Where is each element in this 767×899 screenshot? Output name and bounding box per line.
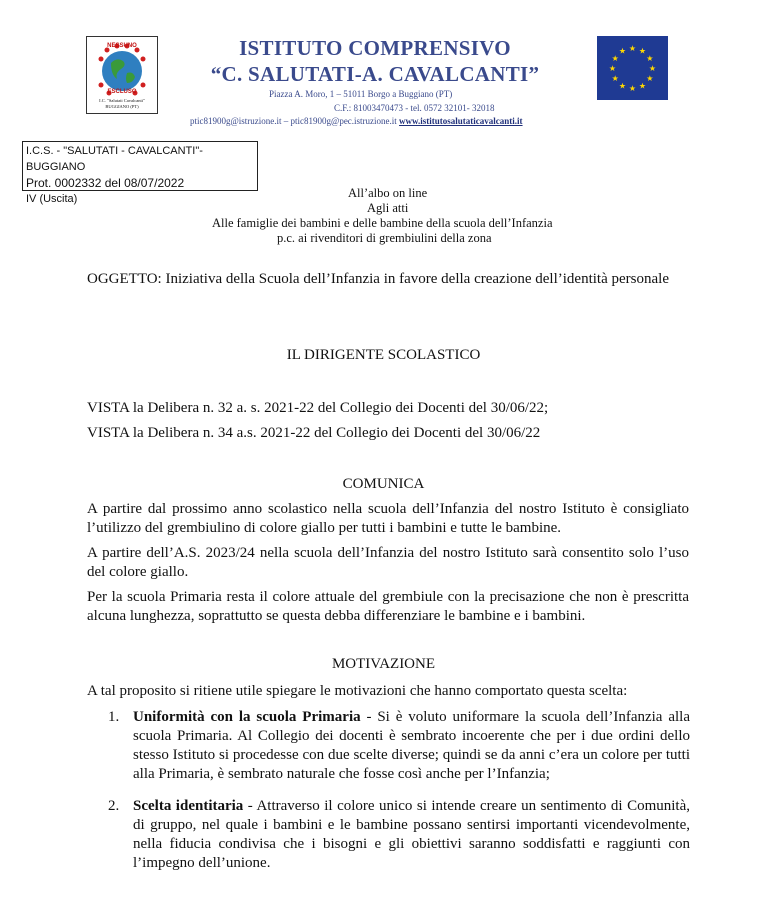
eu-star-icon: ★ [611, 54, 619, 63]
eu-star-icon: ★ [638, 46, 647, 56]
eu-star-icon: ★ [646, 74, 654, 83]
eu-star-icon: ★ [618, 46, 627, 56]
school-fiscal-phone: C.F.: 81003470473 - tel. 0572 32101- 32018 [334, 103, 495, 113]
list-item-number: 2. [108, 798, 120, 814]
eu-star-icon: ★ [648, 64, 657, 73]
recipient-atti: Agli atti [367, 201, 409, 215]
list-item-text: - Attraverso il colore unico si intende creare un sentimento di Comunità, di gruppo, nel quale i bambini e le bambine possano sentirsi importanti vicendevolmente, nella fiducia condivisa che i bisogni e gli obiettivi saranno soddisfatti e raggiunti con l’impegno dell’unione. [133, 798, 690, 871]
dirigente-heading: IL DIRIGENTE SCOLASTICO [286, 347, 481, 363]
separator: – [283, 116, 289, 126]
eu-flag-icon [597, 36, 668, 100]
list-item-text: - Si è voluto uniformare la scuola dell’Infanzia alla scuola Primaria. Al Collegio dei docenti è sembrato incoerente che per i due ordini dello stesso Istituto si procedesse con due scelte diverse; quindi se da anni c’era un colore per tutti alla Primaria, è sembrato naturale che fosse così anche per l’Infanzia; [133, 709, 690, 782]
recipient-famiglie: Alle famiglie dei bambini e delle bambine della scuola dell’Infanzia [212, 216, 553, 230]
motivazione-heading: MOTIVAZIONE [331, 656, 436, 672]
list-item-title: Scelta identitaria [133, 798, 244, 814]
logo-top-text: NESSUNO [107, 43, 137, 49]
logo-bottom-text: ESCLUSO [107, 89, 137, 95]
eu-star-icon: ★ [618, 81, 627, 91]
subject-line [87, 270, 669, 289]
recipient-albo: All’albo on line [348, 186, 428, 200]
list-item-number: 1. [108, 709, 120, 725]
protocol-direction: IV (Uscita) [26, 193, 78, 205]
school-address: Piazza A. Moro, 1 – 51011 Borgo a Buggiano (PT) [269, 89, 453, 99]
comunica-heading: COMUNICA [342, 476, 425, 492]
subject-text: Iniziativa della Scuola dell’Infanzia in favore della creazione dell’identità personale [165, 271, 669, 287]
subject-label: OGGETTO: [87, 271, 162, 287]
eu-star-icon: ★ [628, 44, 637, 53]
eu-star-icon: ★ [628, 84, 637, 93]
vista-item: VISTA la Delibera n. 34 a.s. 2021-22 del Collegio dei Docenti del 30/06/22 [87, 425, 541, 441]
eu-star-icon: ★ [611, 74, 619, 83]
email-link[interactable]: ptic81900g@istruzione.it [190, 116, 282, 126]
school-title-line2: “C. SALUTATI-A. CAVALCANTI” [210, 62, 540, 86]
eu-star-icon: ★ [608, 64, 617, 73]
eu-star-icon: ★ [646, 54, 654, 63]
logo-caption: I.C. "Salutati Cavalcanti" [99, 98, 145, 103]
vista-item: VISTA la Delibera n. 32 a. s. 2021-22 del Collegio dei Docenti del 30/06/22; [87, 400, 549, 416]
school-title-line1: ISTITUTO COMPRENSIVO [239, 36, 511, 60]
list-item [133, 797, 690, 873]
eu-star-icon: ★ [638, 81, 647, 91]
logo-caption-city: BUGGIANO (PT) [105, 104, 139, 109]
comunica-paragraph: Per la scuola Primaria resta il colore attuale del grembiule con la precisazione che non è prescritta alcuna lunghezza, soprattutto se questa debba differenziare le bambine e i bambini. [87, 589, 689, 624]
comunica-paragraph: A partire dell’A.S. 2023/24 nella scuola dell’Infanzia del nostro Istituto sarà consentito solo l’uso del colore giallo. [87, 545, 689, 580]
motivazione-intro: A tal proposito si ritiene utile spiegare le motivazioni che hanno comportato questa scelta: [87, 683, 628, 699]
protocol-school: I.C.S. - "SALUTATI - CAVALCANTI"-BUGGIANO [26, 145, 203, 173]
school-logo [86, 36, 158, 114]
school-contacts [190, 116, 523, 126]
recipient-rivenditori: p.c. ai rivenditori di grembiulini della zona [277, 231, 492, 245]
list-item-title: Uniformità con la scuola Primaria [133, 709, 361, 725]
list-item [133, 708, 690, 784]
protocol-number: Prot. 0002332 del 08/07/2022 [26, 176, 185, 190]
protocol-stamp [22, 141, 258, 205]
website-link[interactable]: www.istitutosalutaticavalcanti.it [399, 116, 523, 126]
pec-link[interactable]: ptic81900g@pec.istruzione.it [290, 116, 397, 126]
comunica-paragraph: A partire dal prossimo anno scolastico nella scuola dell’Infanzia del nostro Istituto è consigliato l’utilizzo del grembiulino di colore giallo per tutti i bambini e tutte le bambine. [87, 501, 689, 536]
